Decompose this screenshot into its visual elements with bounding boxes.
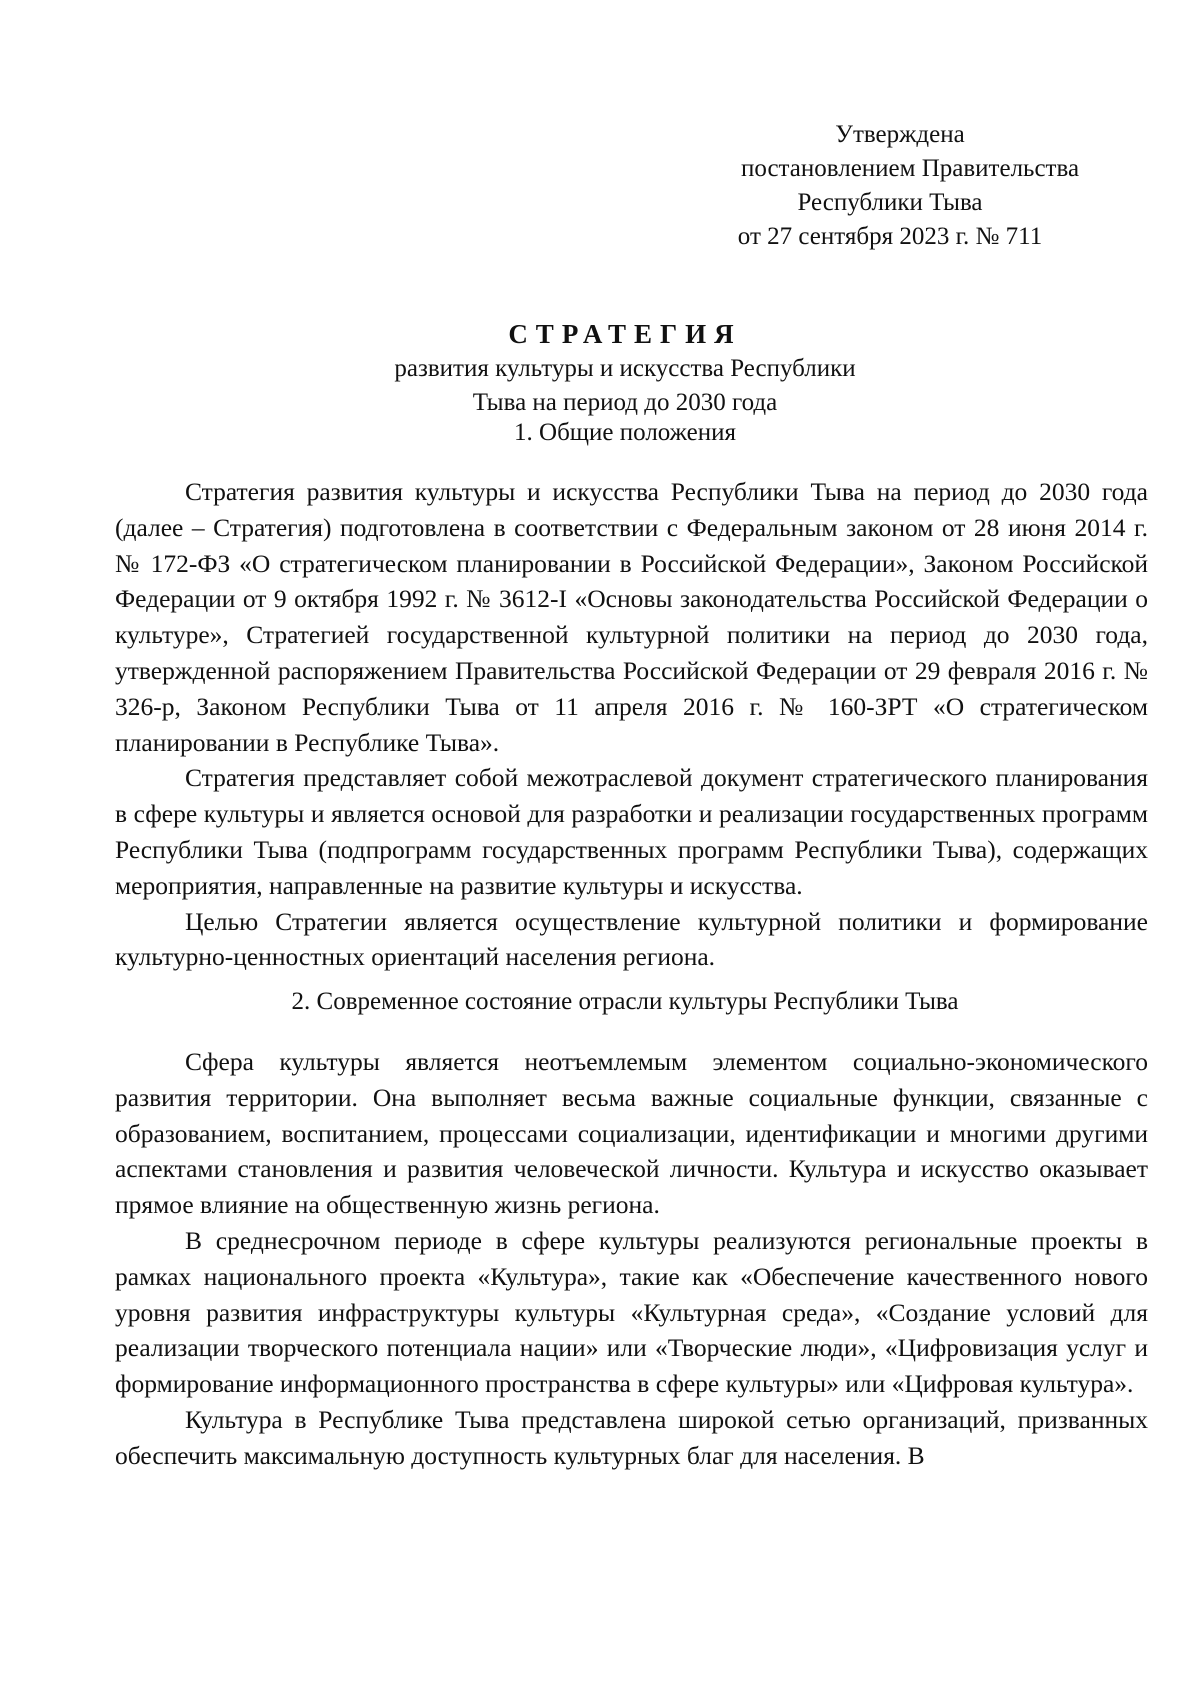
section-1-paragraph: Целью Стратегии является осуществление культурной политики и формирование культурно-ценностных ориентаций населения региона. [115,906,1148,972]
document-title-block [115,316,1135,420]
document-subtitle-line-1: развития культуры и искусства Республики [394,355,856,382]
section-1-paragraph: Стратегия представляет собой межотраслевой документ стратегического планирования в сфере культуры и является основой для разработки и реализации государственных программ Республики Тыва (подпрограмм государственных программ Республики Тыва), содержащих мероприятия, направленные на развитие культуры и искусства. [115,763,1148,900]
section-2-paragraph: Культура в Республике Тыва представлена широкой сетью организаций, призванных обеспечить максимальную доступность культурных благ для населения. В [115,1404,1148,1470]
approval-line-date-number: от 27 сентября 2023 г. № 711 [737,223,1043,250]
section-2-paragraph: Сфера культуры является неотъемлемым элементом социально-экономического развития территории. Она выполняет весьма важные социальные функции, связанные с образованием, воспитанием, процессами социализации, идентификации и многими другими аспектами становления и развития человеческой личности. Культура и искусство оказывает прямое влияние на общественную жизнь региона. [115,1047,1148,1220]
document-title: СТРАТЕГИЯ [508,319,742,349]
section-1-heading: 1. Общие положения [514,419,736,446]
section-2-paragraph: В среднесрочном периоде в сфере культуры реализуются региональные проекты в рамках национального проекта «Культура», такие как «Обеспечение качественного нового уровня развития инфраструктуры культуры «Культурная среда», «Создание условий для реализации творческого потенциала нации» или «Творческие люди», «Цифровизация услуг и формирование информационного пространства в сфере культуры» или «Цифровая культура». [115,1225,1148,1399]
approval-stamp-block [700,118,1120,254]
section-2-body [115,1044,1148,1474]
approval-line-approved: Утверждена [835,121,965,148]
document-subtitle-line-2: Тыва на период до 2030 года [472,389,778,416]
approval-line-resolution: постановлением Правительства [740,155,1080,182]
approval-line-republic: Республики Тыва [797,189,983,216]
section-1-body [115,474,1148,975]
section-2-heading: 2. Современное состояние отрасли культуры Республики Тыва [291,988,959,1015]
section-1-paragraph: Стратегия развития культуры и искусства Республики Тыва на период до 2030 года (далее – Стратегия) подготовлена в соответствии с Федеральным законом от 28 июня 2014 г. № 172-ФЗ «О стратегическом планировании в Российской Федерации», Законом Российской Федерации от 9 октября 1992 г. № 3612-I «Основы законодательства Российской Федерации о культуре», Стратегией государственной культурной политики на период до 2030 года, утвержденной распоряжением Правительства Российской Федерации от 29 февраля 2016 г. № 326-р, Законом Республики Тыва от 11 апреля 2016 г. № 160-ЗРТ «О стратегическом планировании в Республике Тыва». [115,477,1148,757]
